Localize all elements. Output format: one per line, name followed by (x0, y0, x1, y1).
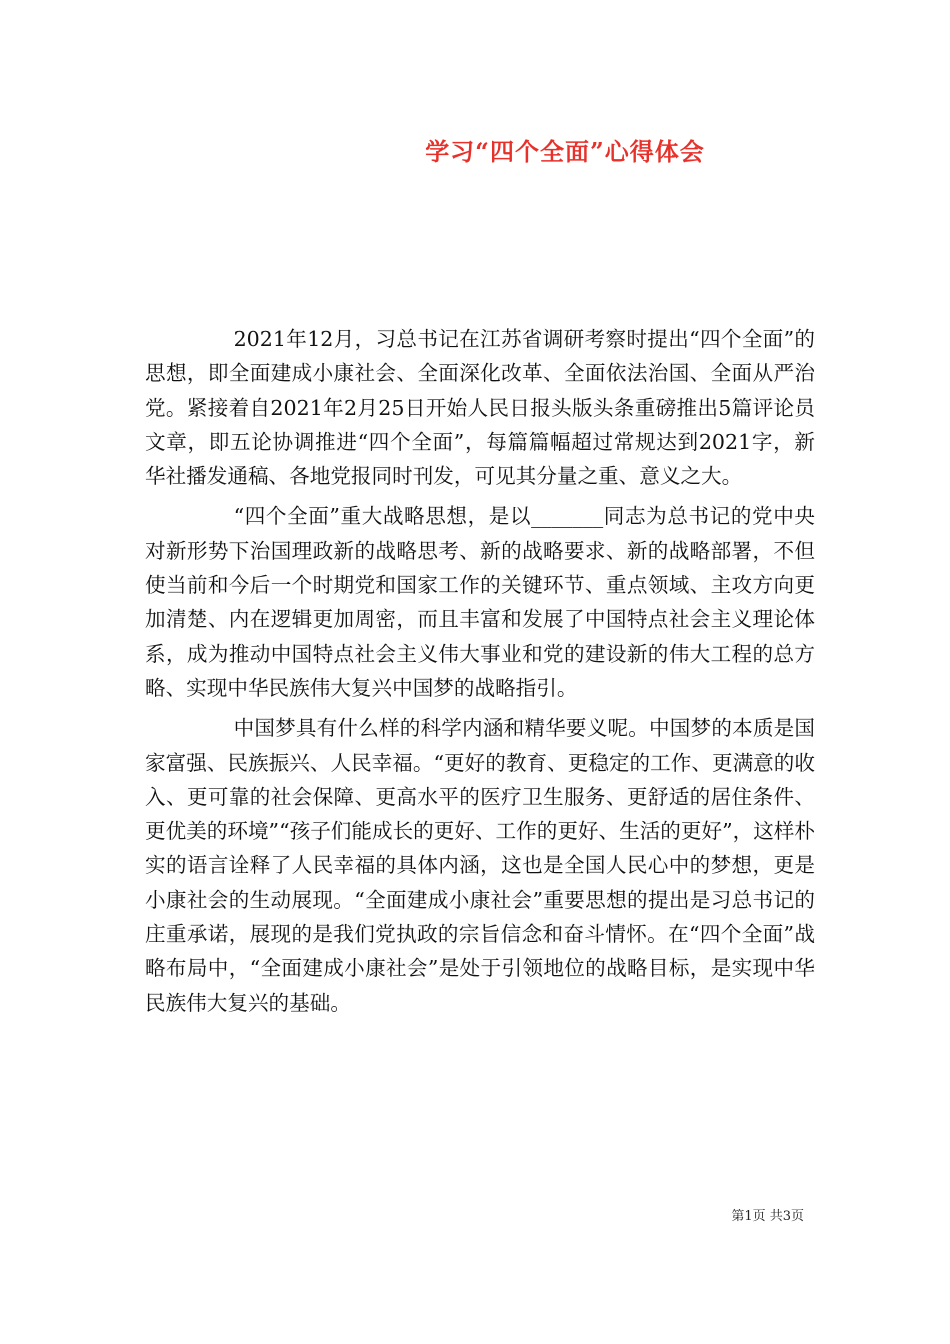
paragraph-3: 中国梦具有什么样的科学内涵和精华要义呢。中国梦的本质是国家富强、民族振兴、人民幸福。“更好的教育、更稳定的工作、更满意的收入、更可靠的社会保障、更高水平的医疗卫生服务、更舒适的居住条件、更优美的环境”“孩子们能成长的更好、工作的更好、生活的更好”，这样朴实的语言诠释了人民幸福的具体内涵，这也是全国人民心中的梦想，更是小康社会的生动展现。“全面建成小康社会”重要思想的提出是习总书记的庄重承诺，展现的是我们党执政的宗旨信念和奋斗情怀。在“四个全面”战略布局中，“全面建成小康社会”是处于引领地位的战略目标，是实现中华民族伟大复兴的基础。 (145, 716, 815, 1015)
paragraph-1: 2021年12月，习总书记在江苏省调研考察时提出“四个全面”的思想，即全面建成小康社会、全面深化改革、全面依法治国、全面从严治党。紧接着自2021年2月25日开始人民日报头版头条重磅推出5篇评论员文章，即五论协调推进“四个全面”，每篇篇幅超过常规达到2021字，新华社播发通稿、各地党报同时刊发，可见其分量之重、意义之大。 (145, 327, 815, 489)
document-title: 学习“四个全面”心得体会 (425, 137, 705, 166)
document-body (145, 322, 815, 1026)
paragraph-2: “四个全面”重大战略思想，是以_______同志为总书记的党中央对新形势下治国理政新的战略思考、新的战略要求、新的战略部署，不但使当前和今后一个时期党和国家工作的关键环节、重点领域、主攻方向更加清楚、内在逻辑更加周密，而且丰富和发展了中国特点社会主义理论体系，成为推动中国特点社会主义伟大事业和党的建设新的伟大工程的总方略、实现中华民族伟大复兴中国梦的战略指引。 (145, 504, 815, 700)
page-number-footer: 第1页 共3页 (731, 1209, 804, 1224)
